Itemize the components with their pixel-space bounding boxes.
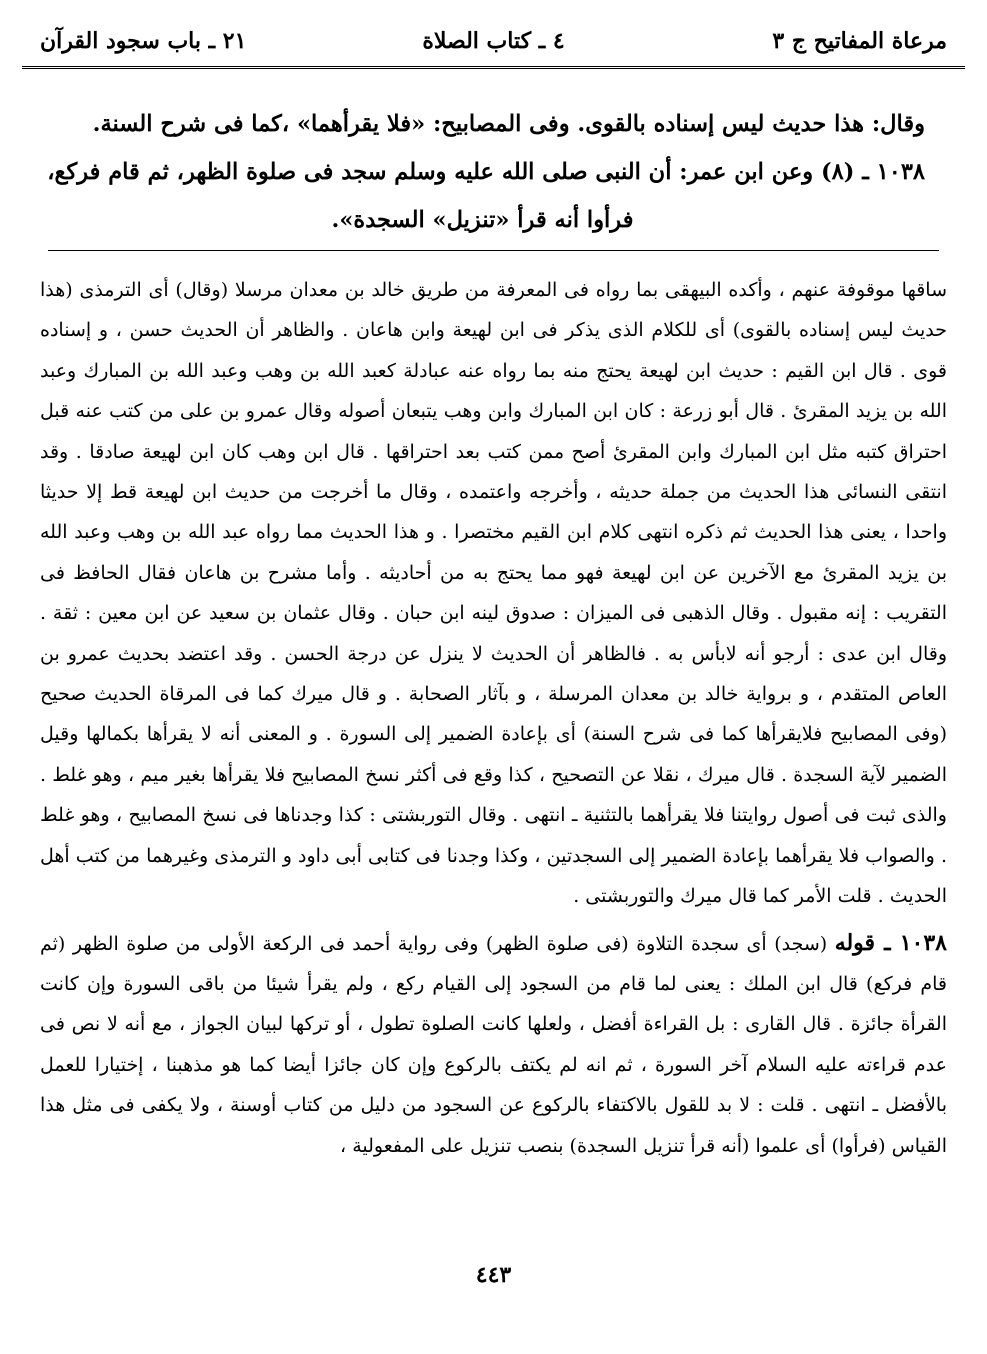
commentary-paragraph-2-text: (سجد) أى سجدة التلاوة (فى صلوة الظهر) وفى رواية أحمد فى الركعة الأولى من صلوة الظهر (ثم قام فركع) قال ابن الملك : يعنى لما قام من السجود إلى القيام ركع ، ولم يقرأ شيئا من باقى السورة وإن كانت القرأة جائزة . قال القارى : بل القراءة أفضل ، ولعلها كانت الصلوة تطول ، أو تركها لبيان الجواز ، مع أنه لا نص فى عدم قراءته عليه السلام آخر السورة ، ثم انه لم يكتف بالركوع وإن كان جائزا أيضا كما هو مذهبنا ، إختيارا للعمل بالأفضل ـ انتهى . قلت : لا بد للقول بالاكتفاء بالركوع عن السجود من دليل من كتاب أوسنة ، ولا يكفى فى مثل هذا القياس (فرأوا) أى علموا (أنه قرأ تنزيل السجدة) بنصب تنزيل على المفعولية ،	[40, 932, 947, 1157]
header-divider	[22, 66, 965, 69]
header-book-title: مرعاة المفاتيح ج ٣	[772, 28, 947, 54]
hadith-text	[40, 100, 925, 244]
header-chapter-title: ٤ ـ كتاب الصلاة	[422, 28, 565, 54]
commentary-paragraph-1: ساقها موقوفة عنهم ، وأكده البيهقى بما رواه فى المعرفة من طريق خالد بن معدان مرسلا (وقال) أى الترمذى (هذا حديث ليس إسناده بالقوى) أى للكلام الذى يذكر فى ابن لهيعة وابن هاعان . والظاهر أن الحديث حسن ، و إسناده قوى . قال ابن القيم : حديث ابن لهيعة يحتج منه بما رواه عنه عبادلة كعبد الله بن وهب وعبد الله بن المبارك وعبد الله بن يزيد المقرئ . قال أبو زرعة : كان ابن المبارك وابن وهب يتبعان أصوله وقال عمرو بن على من كتب عنه قبل احتراق كتبه مثل ابن المبارك وابن المقرئ أصح ممن كتب بعد احتراقها . قال ابن وهب كان ابن لهيعة صادقا . وقد انتقى النسائى هذا الحديث من جملة حديثه ، وأخرجه واعتمده ، وقال ما أخرجت من حديث ابن لهيعة قط إلا حديثا واحدا ، يعنى هذا الحديث ثم ذكره انتهى كلام ابن القيم مختصرا . و هذا الحديث مما رواه عبد الله بن وهب وعبد الله بن يزيد المقرئ مع الآخرين عن ابن لهيعة فهو مما يحتج به من أحاديثه . وأما مشرح بن هاعان فقال الحافظ فى التقريب : إنه مقبول . وقال الذهبى فى الميزان : صدوق لينه ابن حبان . وقال عثمان بن سعيد عن ابن معين : ثقة . وقال ابن عدى : أرجو أنه لابأس به . فالظاهر أن الحديث لا ينزل عن درجة الحسن . وقد اعتضد بحديث عمرو بن العاص المتقدم ، و برواية خالد بن معدان المرسلة ، و بآثار الصحابة . و قال ميرك كما فى المرقاة الحديث صحيح (وفى المصابيح فلايقرأها كما فى شرح السنة) أى بإعادة الضمير إلى السورة . و المعنى أنه لا يقرأها بكمالها وقيل الضمير لآية السجدة . قال ميرك ، نقلا عن التصحيح ، كذا وقع فى أكثر نسخ المصابيح فلا يقرأها بغير ميم ، وهو غلط . والذى ثبت فى أصول روايتنا فلا يقرأهما بالتثنية ـ انتهى . وقال التوربشتى : كذا وجدناها فى نسخ المصابيح ، وهو غلط . والصواب فلا يقرأهما بإعادة الضمير إلى السجدتين ، وكذا وجدنا فى كتابى أبى داود و الترمذى وغيرهما من كتب أهل الحديث . قلت الأمر كما قال ميرك والتوربشتى .	[40, 279, 947, 908]
hadith-line-3: فرأوا أنه قرأ «تنزيل» السجدة».	[331, 207, 634, 233]
header-section-title: ٢١ ـ باب سجود القرآن	[40, 28, 247, 54]
hadith-line-1: وقال: هذا حديث ليس إسناده بالقوى. وفى المصابيح: «فلا يقرأهما» ،كما فى شرح السنة.	[92, 111, 925, 137]
running-header	[40, 20, 947, 60]
commentary-paragraph-2	[40, 923, 947, 1166]
hadith-line-2: ١٠٣٨ ـ (٨) وعن ابن عمر: أن النبى صلى الله عليه وسلم سجد فى صلوة الظهر، ثم قام فركع،	[47, 159, 925, 185]
commentary-divider	[48, 250, 939, 251]
page-number: ٤٤٣	[475, 1262, 512, 1288]
commentary-text	[40, 270, 947, 1166]
commentary-entry-label: ١٠٣٨ ـ قوله	[834, 929, 947, 956]
